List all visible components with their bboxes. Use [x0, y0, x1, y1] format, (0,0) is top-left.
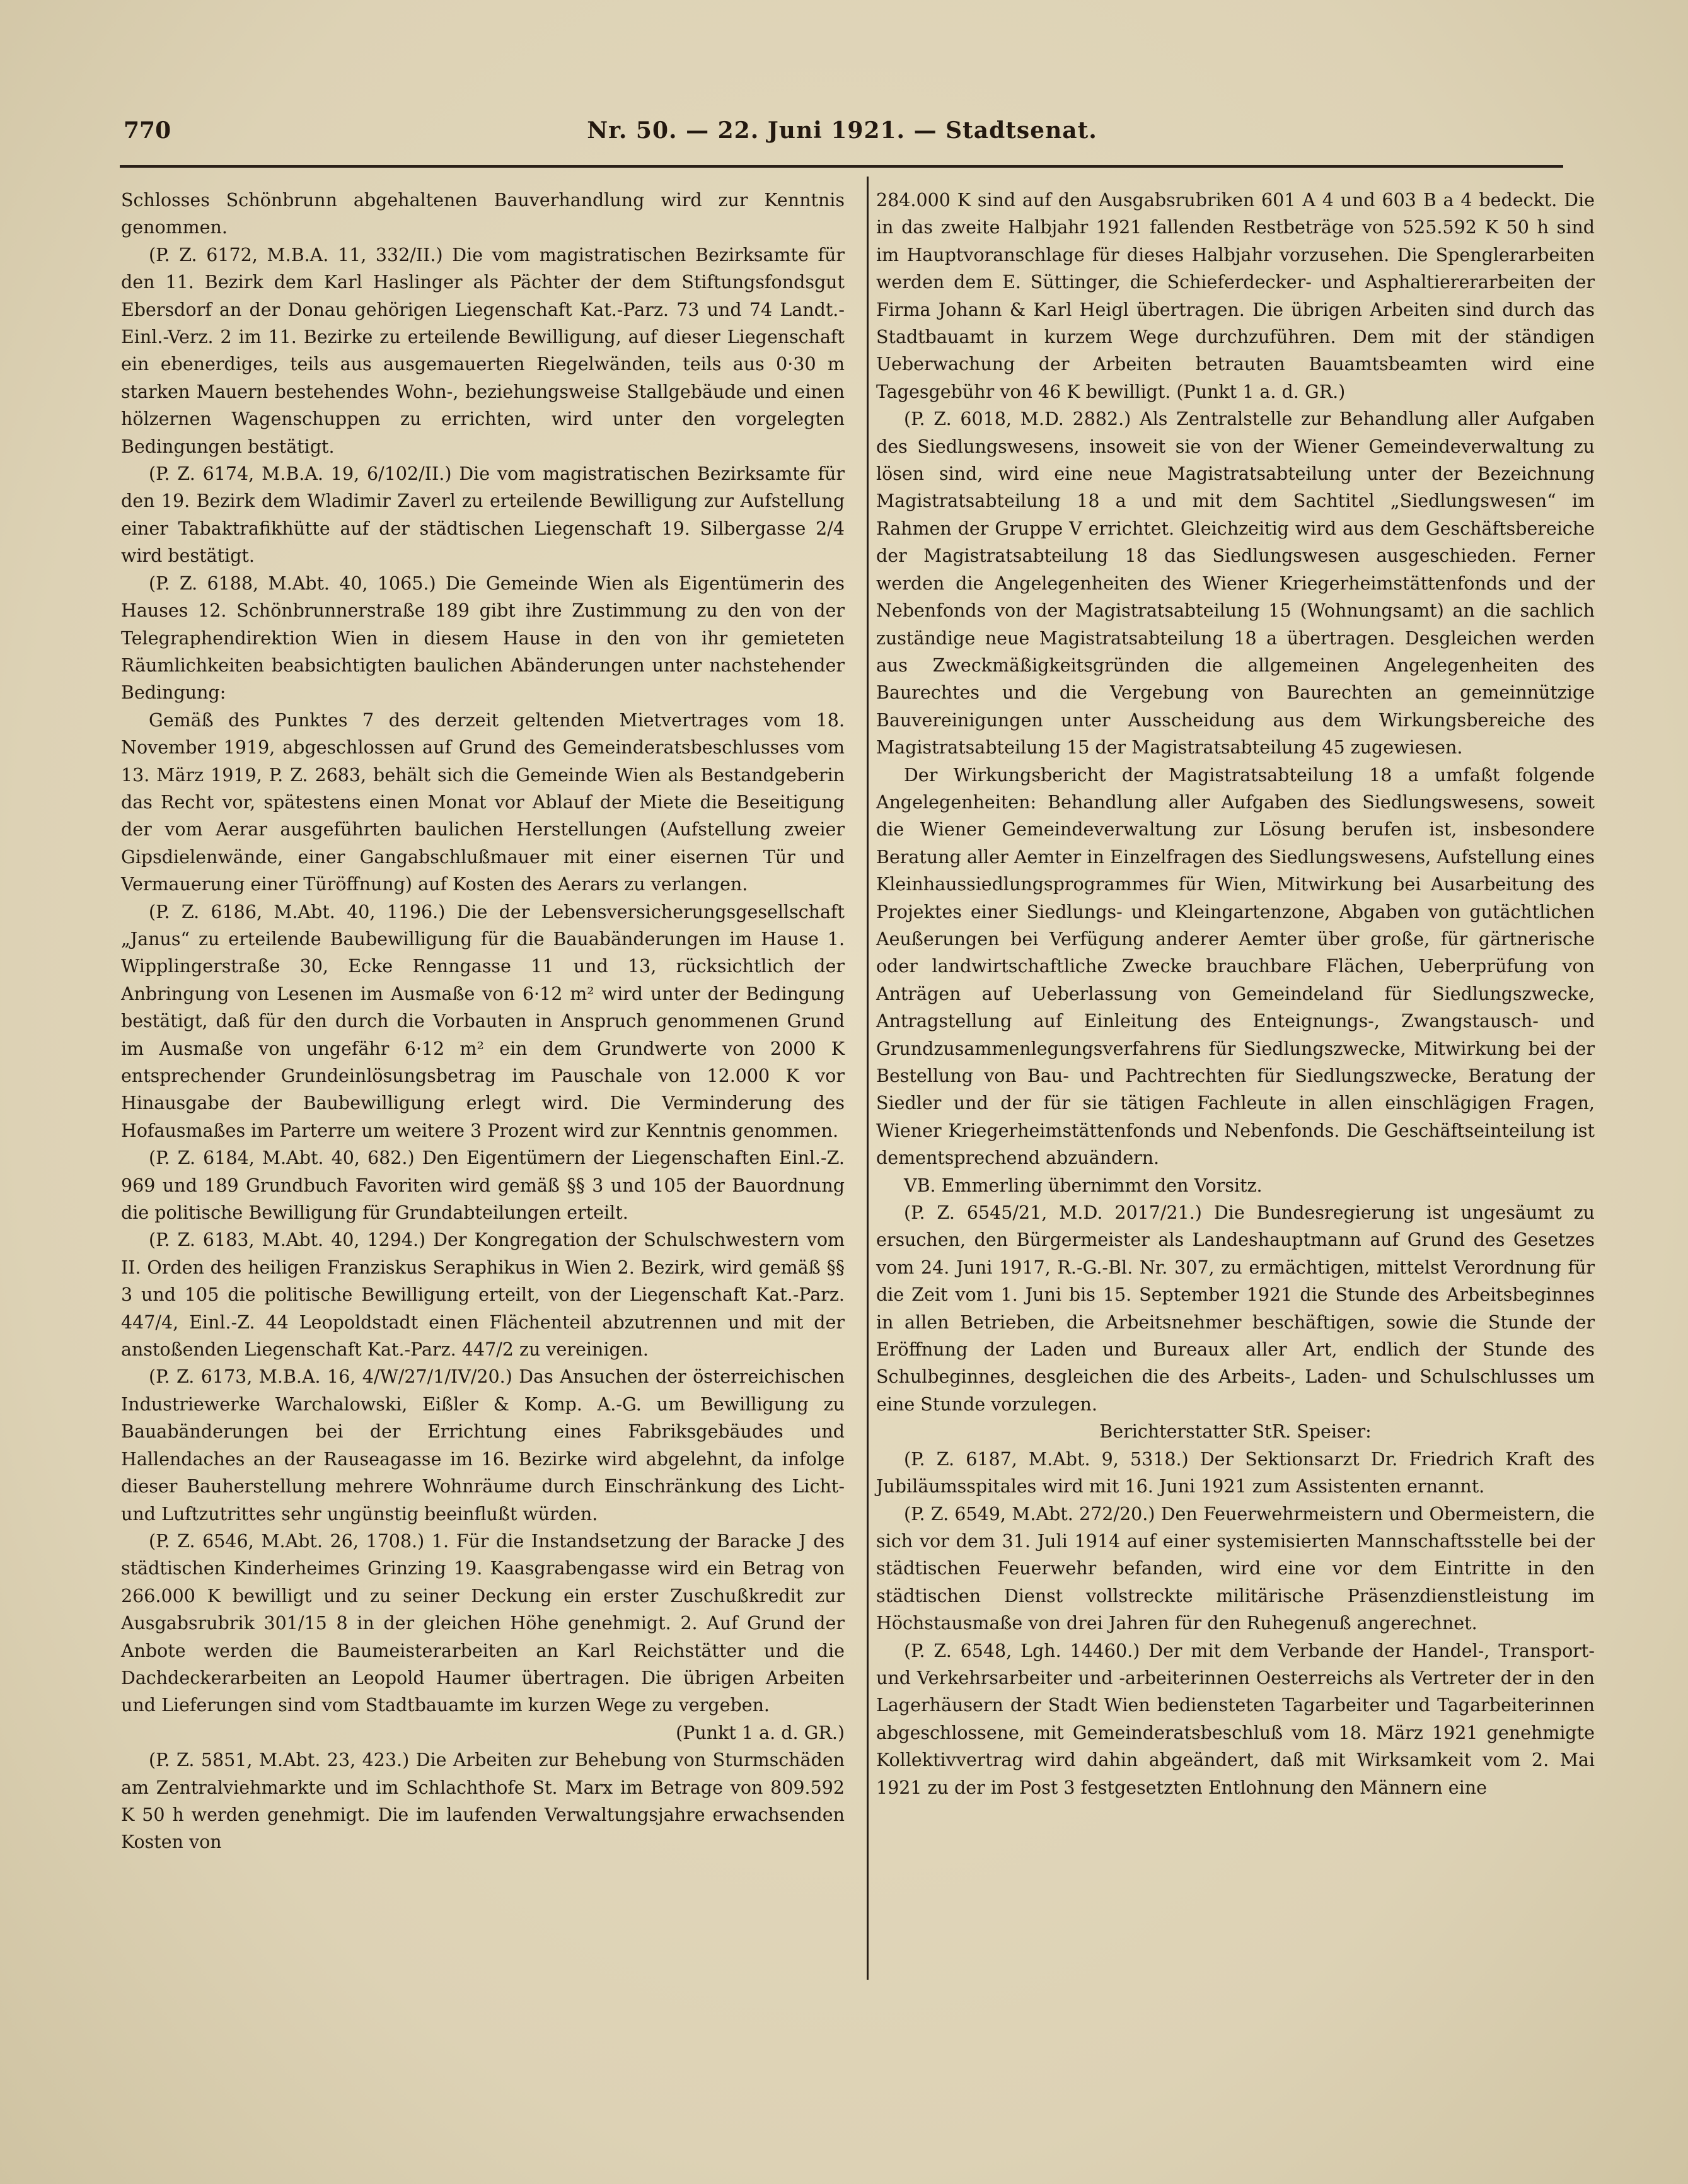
paragraph: (P. Z. 6549, M.Abt. 272/20.) Den Feuerwehrmeistern und Obermeistern, die sich vor dem 31. Juli 1914 auf einer systemisierten Mannschaftsstelle bei der städtischen Feuerwehr befanden, wird eine vor dem Eintritte in den städtischen Dienst vollstreckte militärische Präsenzdienstleistung im Höchstausmaße von drei Jahren für den Ruhegenuß angerechnet.: [876, 1503, 1595, 1634]
paragraph: (P. Z. 6545/21, M.D. 2017/21.) Die Bundesregierung ist ungesäumt zu ersuchen, den Bürgermeister als Landeshauptmann auf Grund des Gesetzes vom 24. Juni 1917, R.-G.-Bl. Nr. 307, zu ermächtigen, mittelst Verordnung für die Zeit vom 1. Juni bis 15. September 1921 die Stunde des Arbeitsbeginnes in allen Betrieben, die Arbeitsnehmer beschäftigen, sowie die Stunde der Eröffnung der Laden und Bureaux aller Art, endlich der Stunde des Schulbeginnes, desgleichen die des Arbeits-, Laden- und Schulschlusses um eine Stunde vorzulegen.: [876, 1202, 1595, 1415]
right-column: [876, 187, 1595, 1801]
paragraph: (P. Z. 6184, M.Abt. 40, 682.) Den Eigentümern der Liegenschaften Einl.-Z. 969 und 189 Grundbuch Favoriten wird gemäß §§ 3 und 105 der Bauordnung die politische Bewilligung für Grundabteilungen erteilt.: [121, 1147, 845, 1224]
paragraph: (P. Z. 6548, Lgh. 14460.) Der mit dem Verbande der Handel-, Transport- und Verkehrsarbeiter und -arbeiterinnen Oesterreichs als Vertreter der in den Lagerhäusern der Stadt Wien bediensteten Tagarbeiter und Tagarbeiterinnen abgeschlossene, mit Gemeinderatsbeschluß vom 18. März 1921 genehmigte Kollektivvertrag wird dahin abgeändert, daß mit Wirksamkeit vom 2. Mai 1921 zu der im Post 3 festgesetzten Entlohnung den Männern eine: [876, 1640, 1595, 1798]
paragraph: (P. Z. 6183, M.Abt. 40, 1294.) Der Kongregation der Schulschwestern vom II. Orden des heiligen Franziskus Seraphikus in Wien 2. Bezirk, wird gemäß §§ 3 und 105 die politische Bewilligung erteilt, von der Liegenschaft Kat.-Parz. 447/4, Einl.-Z. 44 Leopoldstadt einen Flächenteil abzutrennen und mit der anstoßenden Liegenschaft Kat.-Parz. 447/2 zu vereinigen.: [121, 1229, 845, 1361]
chair-note: VB. Emmerling übernimmt den Vorsitz.: [904, 1175, 1263, 1196]
paragraph: 284.000 K sind auf den Ausgabsrubriken 601 A 4 und 603 B a 4 bedeckt. Die in das zweite Halbjahr 1921 fallenden Restbeträge von 525.592 K 50 h sind im Hauptvoranschlage für dieses Halbjahr vorzusehen. Die Spenglerarbeiten werden dem E. Süttinger, die Schieferdecker- und Asphaltiererarbeiten der Firma Johann & Karl Heigl übertragen. Die übrigen Arbeiten sind durch das Stadtbauamt in kurzem Wege durchzuführen. Dem mit der ständigen Ueberwachung der Arbeiten betrauten Bauamtsbeamten wird eine Tagesgebühr von 46 K bewilligt. (Punkt 1 a. d. GR.): [876, 190, 1595, 402]
paragraph: Gemäß des Punktes 7 des derzeit geltenden Mietvertrages vom 18. November 1919, abgeschlossen auf Grund des Gemeinderatsbeschlusses vom 13. März 1919, P. Z. 2683, behält sich die Gemeinde Wien als Bestandgeberin das Recht vor, spätestens einen Monat vor Ablauf der Miete die Beseitigung der vom Aerar ausgeführten baulichen Herstellungen (Aufstellung zweier Gipsdielenwände, einer Gangabschlußmauer mit einer eisernen Tür und Vermauerung einer Türöffnung) auf Kosten des Aerars zu verlangen.: [121, 709, 845, 895]
left-column: [121, 187, 845, 1856]
paragraph: (P. Z. 6172, M.B.A. 11, 332/II.) Die vom magistratischen Bezirksamte für den 11. Bezirk dem Karl Haslinger als Pächter der dem Stiftungsfondsgut Ebersdorf an der Donau gehörigen Liegenschaft Kat.-Parz. 73 und 74 Landt.-Einl.-Verz. 2 im 11. Bezirke zu erteilende Bewilligung, auf dieser Liegenschaft ein ebenerdiges, teils aus ausgemauerten Riegelwänden, teils aus 0·30 m starken Mauern bestehendes Wohn-, beziehungsweise Stallgebäude und einen hölzernen Wagenschuppen zu errichten, wird unter den vorgelegten Bedingungen bestätigt.: [121, 244, 845, 457]
page-header: [124, 117, 1561, 155]
paragraph: (P. Z. 6174, M.B.A. 19, 6/102/II.) Die vom magistratischen Bezirksamte für den 19. Bezirk dem Wladimir Zaverl zu erteilende Bewilligung zur Aufstellung einer Tabaktrafikhütte auf der städtischen Liegenschaft 19. Silbergasse 2/4 wird bestätigt.: [121, 463, 845, 567]
paragraph: (P. Z. 6187, M.Abt. 9, 5318.) Der Sektionsarzt Dr. Friedrich Kraft des Jubiläumsspitales wird mit 16. Juni 1921 zum Assistenten ernannt.: [876, 1448, 1595, 1497]
paragraph-reference: (Punkt 1 a. d. GR.): [676, 1722, 845, 1743]
paragraph: (P. Z. 6173, M.B.A. 16, 4/W/27/1/IV/20.) Das Ansuchen der österreichischen Industriewerke Warchalowski, Eißler & Komp. A.-G. um Bewilligung zu Bauabänderungen bei der Errichtung eines Fabriksgebäudes und Hallendaches an der Rauseagasse im 16. Bezirke wird abgelehnt, da infolge dieser Bauherstellung mehrere Wohnräume durch Einschränkung des Licht- und Luftzutrittes sehr ungünstig beeinflußt würden.: [121, 1366, 845, 1525]
paragraph: (P. Z. 6018, M.D. 2882.) Als Zentralstelle zur Behandlung aller Aufgaben des Siedlungswesens, insoweit sie von der Wiener Gemeindeverwaltung zu lösen sind, wird eine neue Magistratsabteilung unter der Bezeichnung Magistratsabteilung 18 a und mit dem Sachtitel „Siedlungswesen“ im Rahmen der Gruppe V errichtet. Gleichzeitig wird aus dem Geschäftsbereiche der Magistratsabteilung 18 das Siedlungswesen ausgeschieden. Ferner werden die Angelegenheiten des Wiener Kriegerheimstättenfonds und der Nebenfonds von der Magistratsabteilung 15 (Wohnungsamt) an die sachlich zuständige neue Magistratsabteilung 18 a übertragen. Desgleichen werden aus Zweckmäßigkeitsgründen die allgemeinen Angelegenheiten des Baurechtes und die Vergebung von Baurechten an gemeinnützige Bauvereinigungen unter Ausscheidung aus dem Wirkungsbereiche des Magistratsabteilung 15 der Magistratsabteilung 45 zugewiesen.: [876, 409, 1595, 758]
header-rule: [120, 165, 1563, 168]
rapporteur-heading: Berichterstatter StR. Speiser:: [1099, 1421, 1372, 1443]
paragraph: (P. Z. 5851, M.Abt. 23, 423.) Die Arbeiten zur Behebung von Sturmschäden am Zentralviehmarkte und im Schlachthofe St. Marx im Betrage von 809.592 K 50 h werden genehmigt. Die im laufenden Verwaltungsjahre erwachsenden Kosten von: [121, 1750, 845, 1853]
paragraph: Der Wirkungsbericht der Magistratsabteilung 18 a umfaßt folgende Angelegenheiten: Behandlung aller Aufgaben des Siedlungswesens, soweit die Wiener Gemeindeverwaltung zur Lösung berufen ist, insbesondere Beratung aller Aemter in Einzelfragen des Siedlungswesens, Aufstellung eines Kleinhaussiedlungsprogrammes für Wien, Mitwirkung bei Ausarbeitung des Projektes einer Siedlungs- und Kleingartenzone, Abgaben von gutächtlichen Aeußerungen bei Verfügung anderer Aemter über große, für gärtnerische oder landwirtschaftliche Zwecke brauchbare Flächen, Ueberprüfung von Anträgen auf Ueberlassung von Gemeindeland für Siedlungszwecke, Antragstellung auf Einleitung des Enteignungs-, Zwangstausch- und Grundzusammenlegungsverfahrens für Siedlungszwecke, Mitwirkung bei der Bestellung von Bau- und Pachtrechten für Siedlungszwecke, Beratung der Siedler und der für sie tätigen Fachleute in allen einschlägigen Fragen, Wiener Kriegerheimstättenfonds und Nebenfonds. Die Geschäftseinteilung ist dementsprechend abzuändern.: [876, 764, 1595, 1169]
paragraph: (P. Z. 6546, M.Abt. 26, 1708.) 1. Für die Instandsetzung der Baracke J des städtischen Kinderheimes Grinzing 19. Kaasgrabengasse wird ein Betrag von 266.000 K bewilligt und zu seiner Deckung ein erster Zuschußkredit zur Ausgabsrubrik 301/15 8 in der gleichen Höhe genehmigt. 2. Auf Grund der Anbote werden die Baumeisterarbeiten an Karl Reichstätter und die Dachdeckerarbeiten an Leopold Haumer übertragen. Die übrigen Arbeiten und Lieferungen sind vom Stadtbauamte im kurzen Wege zu vergeben.: [121, 1530, 845, 1716]
running-title: Nr. 50. — 22. Juni 1921. — Stadtsenat.: [587, 117, 1097, 144]
paragraph: (P. Z. 6188, M.Abt. 40, 1065.) Die Gemeinde Wien als Eigentümerin des Hauses 12. Schönbrunnerstraße 189 gibt ihre Zustimmung zu den von der Telegraphendirektion Wien in diesem Hause in den von ihr gemieteten Räumlichkeiten beabsichtigten baulichen Abänderungen unter nachstehender Bedingung:: [121, 572, 845, 704]
column-divider: [867, 177, 869, 1980]
paragraph: (P. Z. 6186, M.Abt. 40, 1196.) Die der Lebensversicherungsgesellschaft „Janus“ zu erteilende Baubewilligung für die Bauabänderungen im Hause 1. Wipplingerstraße 30, Ecke Renngasse 11 und 13, rücksichtlich der Anbringung von Lesenen im Ausmaße von 6·12 m² wird unter der Bedingung bestätigt, daß für den durch die Vorbauten in Anspruch genommenen Grund im Ausmaße von ungefähr 6·12 m² ein dem Grundwerte von 2000 K entsprechender Grundeinlösungsbetrag im Pauschale von 12.000 K vor Hinausgabe der Baubewilligung erlegt wird. Die Verminderung des Hofausmaßes im Parterre um weitere 3 Prozent wird zur Kenntnis genommen.: [121, 901, 845, 1141]
paragraph: Schlosses Schönbrunn abgehaltenen Bauverhandlung wird zur Kenntnis genommen.: [121, 190, 845, 238]
page-number: 770: [124, 117, 171, 144]
